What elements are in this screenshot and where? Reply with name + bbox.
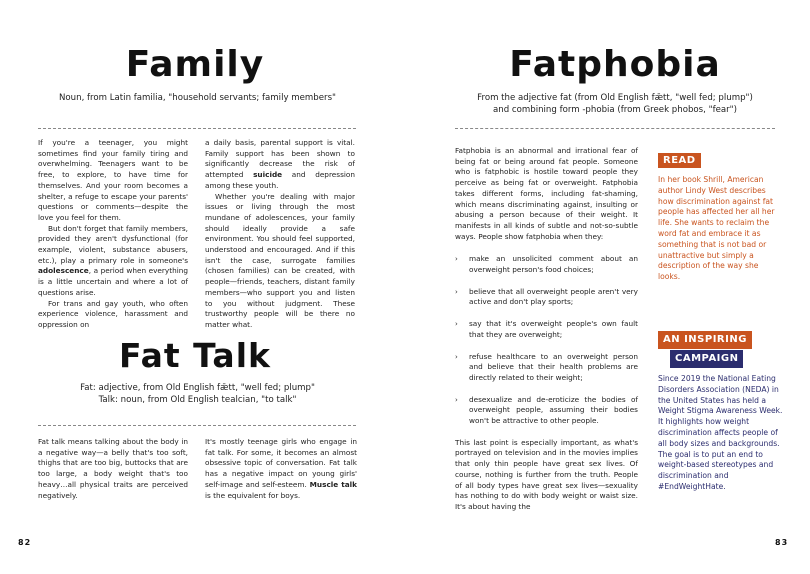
campaign-tag-line-2: CAMPAIGN	[670, 350, 743, 368]
fat-talk-column-2	[205, 437, 357, 501]
family-column-1	[38, 138, 188, 331]
fatphobia-title: Fatphobia	[509, 44, 721, 85]
fatphobia-etymology-1: From the adjective fat (from Old English fǣtt, "well fed; plump")	[477, 93, 753, 103]
fatphobia-intro: Fatphobia is an abnormal and irrational fear of being fat or being around fat people. Someone who is fatphobic is hostile toward people they perceive as being fat or overweight. Fatphobia takes different forms, including fat-shaming, which means discriminating against, insulting or abusing a person because of their weight. It manifests in all kinds of subtle and not-so-subtle ways. People show fatphobia when they:	[455, 146, 638, 241]
page-number-right: 83	[775, 538, 789, 547]
family-etymology: Noun, from Latin familia, "household servants; family members"	[58, 93, 337, 103]
family-paragraph: a daily basis, parental support is vital. Family support has been shown to significantly decrease the risk of attempted suicide and depression among these youth.	[205, 138, 355, 190]
arrow-icon: ›	[455, 395, 458, 404]
list-item: › refuse healthcare to an overweight person and believe that their health problems are directly related to their weight;	[455, 351, 638, 382]
family-divider	[38, 128, 356, 129]
read-tag: READ	[658, 153, 701, 168]
list-item: › say that it's overweight people's own fault that they are overweight;	[455, 319, 638, 339]
read-text: In her book Shrill, American author Lindy West describes how discrimination against fat people has affected her all her life. She wants to reclaim the word fat and embrace it as something that is not bad or unattractive but simply a description of the way she looks.	[658, 175, 775, 282]
arrow-icon: ›	[455, 320, 458, 329]
arrow-icon: ›	[455, 255, 458, 264]
read-sidebar	[658, 148, 778, 283]
list-item: › make an unsolicited comment about an overweight person's food choices;	[455, 254, 638, 275]
arrow-icon: ›	[455, 352, 458, 361]
family-paragraph: But don't forget that family members, provided they aren't dysfunctional (for example, violent, substance abusers, etc.), play a primary role in someone's adolescence, a period when everything is a little uncertain and where a lot of questions arise.	[38, 223, 188, 297]
fat-talk-column-1	[38, 437, 188, 501]
adolescence-term: adolescence	[38, 266, 89, 276]
fat-talk-etymology-1: Fat: adjective, from Old English fǣtt, "well fed; plump"	[80, 383, 315, 393]
fat-talk-paragraph: Fat talk means talking about the body in a negative way—a belly that's too soft, thighs that are too big, buttocks that are too large, a body weight that's too heavy…all physical traits are perceived negatively.	[38, 437, 188, 500]
campaign-tag-line-1: AN INSPIRING	[658, 331, 752, 349]
family-paragraph: If you're a teenager, you might sometimes find your family tiring and overwhelming. Teenagers want to be free, to explore, to have time for themselves. And your room becomes a shelter, a refuge to escape your parents' questions or comments—despite the love you feel for them.	[38, 138, 188, 222]
muscle-talk-term: Muscle talk	[309, 479, 357, 489]
family-column-2	[205, 138, 355, 331]
family-paragraph: For trans and gay youth, who often experience violence, harassment and oppression on	[38, 298, 188, 329]
campaign-text: Since 2019 the National Eating Disorders Association (NEDA) in the United States has held a Weight Stigma Awareness Week. It highlights how weight discrimination affects people of all body sizes and backgrounds. The goal is to put an end to weight-based stereotypes and discrimination and #EndWeightHate.	[658, 374, 783, 491]
list-item: › believe that all overweight people aren't very active and don't play sports;	[455, 286, 638, 307]
family-title: Family	[125, 44, 265, 85]
fatphobia-etymology-2: and combining form -phobia (from Greek phobos, "fear")	[493, 105, 737, 115]
suicide-term: suicide	[253, 170, 283, 180]
fat-talk-etymology-2: Talk: noun, from Old English tealcian, "to talk"	[98, 395, 297, 405]
list-item: › desexualize and de-eroticize the bodies of overweight people, assuming their bodies won't be attractive to other people.	[455, 394, 638, 426]
fatphobia-outro: This last point is especially important, as what's portrayed on television and in the movies implies that only thin people have great sex lives. Of course, nothing is further from the truth. People of all body types have great sex lives—sexuality has nothing to do with body weight or waist size. It's about having the	[455, 437, 638, 511]
arrow-icon: ›	[455, 287, 458, 296]
fat-talk-title: Fat Talk	[119, 336, 271, 375]
fatphobia-divider	[455, 128, 775, 129]
fatphobia-main-column	[455, 146, 638, 513]
campaign-sidebar	[658, 330, 783, 493]
fat-talk-divider	[38, 425, 356, 426]
fat-talk-paragraph: It's mostly teenage girls who engage in fat talk. For some, it becomes an almost obsessive topic of conversation. Fat talk has a negative impact on young girls' self-image and self-esteem. Muscle talk is the equivalent for boys.	[205, 437, 357, 500]
page-number-left: 82	[18, 538, 32, 547]
family-paragraph: Whether you're dealing with major issues or living through the most mundane of adolescences, your family should ideally provide a safe environment. You should feel supported, understood and encouraged. And if this isn't the case, surrogate families (chosen families) can be created, with people—friends, teachers, distant family members—who support you and listen to you without judgment. These trustworthy people will be there no matter what.	[205, 191, 355, 329]
campaign-tag	[658, 330, 783, 368]
